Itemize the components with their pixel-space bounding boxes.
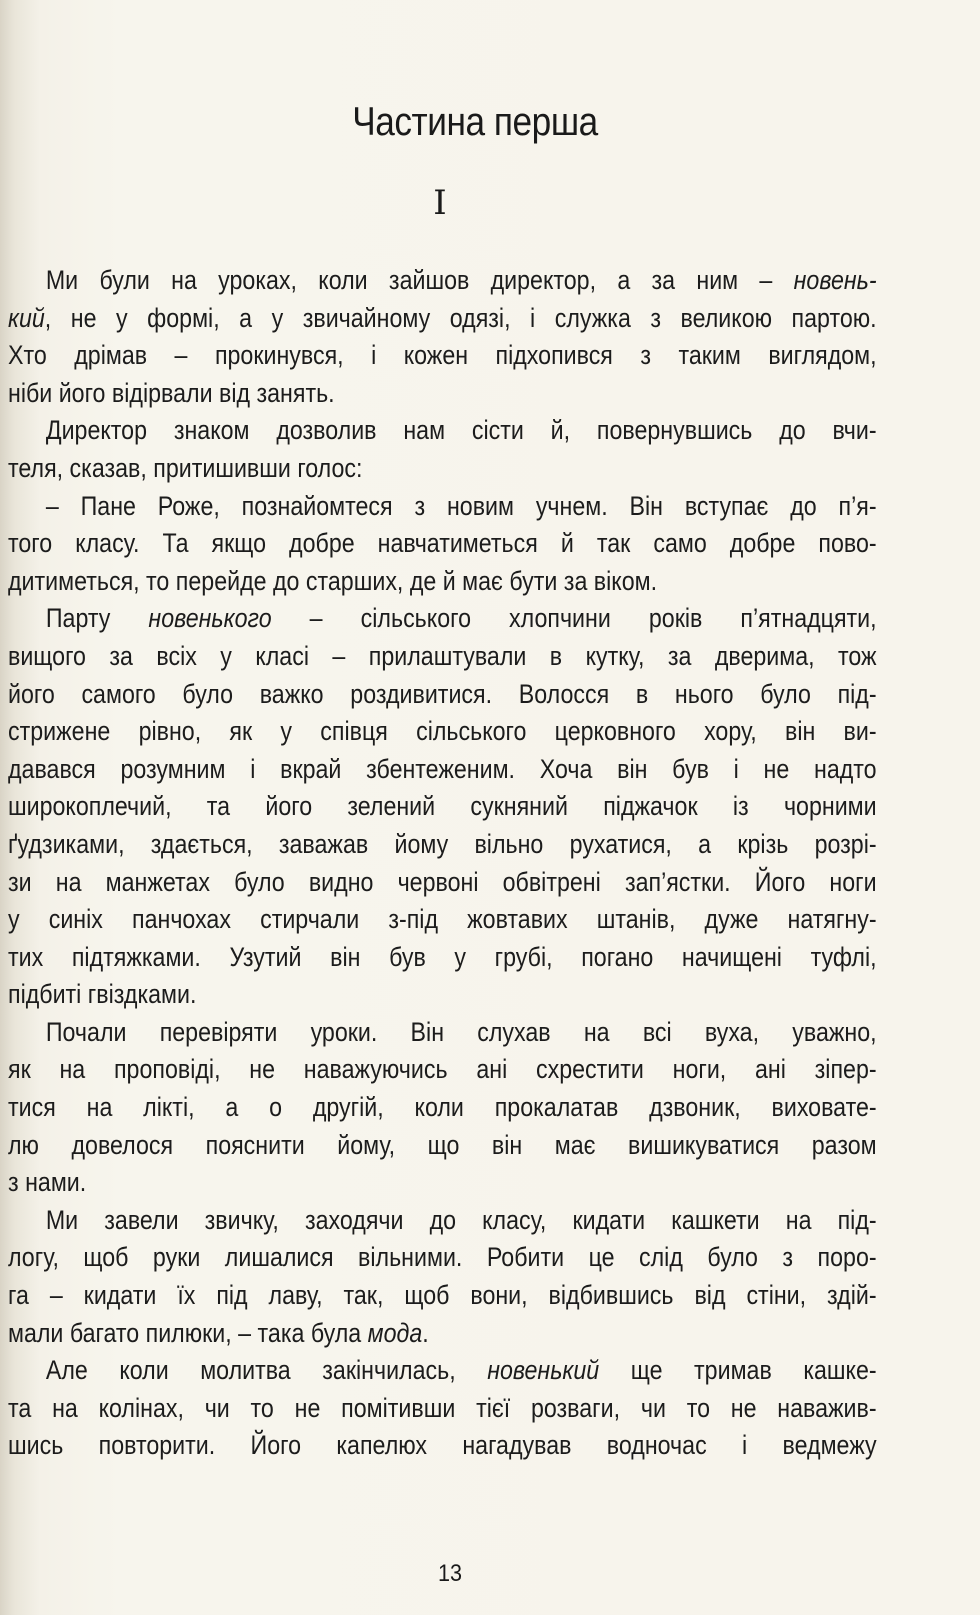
text-line <box>8 450 877 488</box>
text-segment: як на проповіді, не наважуючись ані схрестити ноги, ані зіпер- <box>8 1054 877 1085</box>
text-segment: Ми були на уроках, коли зайшов директор, а за ним – <box>45 265 794 295</box>
text-segment: . <box>422 1317 429 1348</box>
body-text <box>8 262 878 1465</box>
text-segment: зи на манжетах було видно червоні обвітрені зап’ястки. Його ноги <box>8 866 877 897</box>
text-line <box>8 1014 877 1052</box>
text-segment: та на колінах, чи то не помітивши тієї розваги, чи то не наважив- <box>8 1392 877 1423</box>
text-line <box>8 1390 877 1428</box>
text-segment: Хто дрімав – прокинувся, і кожен підхопився з таким виглядом, <box>8 340 877 371</box>
text-line <box>8 1202 877 1240</box>
italic-text: кий <box>8 302 45 333</box>
text-segment: вищого за всіх у класі – прилаштували в кутку, за дверима, тож <box>8 640 877 671</box>
text-segment: ще тримав кашке- <box>599 1355 877 1386</box>
text-line <box>8 826 877 864</box>
text-segment: логу, щоб руки лишалися вільними. Робити це слід було з поро- <box>8 1242 877 1273</box>
text-segment: дитиметься, то перейде до старших, де й має бути за віком. <box>8 565 658 596</box>
text-segment: тих підтяжками. Узутий він був у грубі, погано начищені туфлі, <box>8 941 877 972</box>
text-line <box>8 638 877 676</box>
text-segment: шись повторити. Його капелюх нагадував водночас і ведмежу <box>8 1430 877 1461</box>
text-line <box>8 412 877 450</box>
text-line <box>8 1277 877 1315</box>
italic-text: новенький <box>487 1355 600 1386</box>
text-line <box>8 676 877 714</box>
text-segment: теля, сказав, притишивши голос: <box>8 452 363 483</box>
italic-text: мода <box>367 1317 423 1348</box>
text-segment: у синіх панчохах стирчали з-під жовтавих штанів, дуже натягну- <box>8 904 877 935</box>
text-line <box>8 300 877 338</box>
text-segment: лю довелося пояснити йому, що він має вишикуватися разом <box>8 1129 877 1160</box>
text-line <box>8 262 877 300</box>
text-segment: мали багато пилюки, – така була <box>8 1317 368 1348</box>
text-segment: того класу. Та якщо добре навчатиметься й так само добре пово- <box>8 528 877 559</box>
text-segment: ніби його відірвали від занять. <box>8 377 335 408</box>
text-segment: його самого було важко роздивитися. Волосся в нього було під- <box>8 678 877 709</box>
text-line <box>8 600 877 638</box>
text-line <box>8 1089 877 1127</box>
text-line <box>8 1315 877 1353</box>
text-line <box>8 751 877 789</box>
text-segment: Почали перевіряти уроки. Він слухав на всі вуха, уважно, <box>45 1016 877 1047</box>
text-line <box>8 1352 877 1390</box>
text-segment: давався розумним і вкрай збентеженим. Хоча він був і не надто <box>8 753 877 784</box>
text-line <box>8 901 877 939</box>
text-segment: з нами. <box>8 1167 87 1198</box>
text-segment: Директор знаком дозволив нам сісти й, повернувшись до вчи- <box>45 415 877 446</box>
text-line <box>8 976 877 1014</box>
text-segment: , не у формі, а у звичайному одязі, і служка з великою партою. <box>44 302 877 333</box>
text-segment: Ми завели звичку, заходячи до класу, кидати кашкети на під- <box>45 1204 877 1235</box>
text-segment: – Пане Роже, познайомтеся з новим учнем. Він вступає до п’я- <box>45 490 877 521</box>
page-number: 13 <box>437 1560 463 1587</box>
italic-text: новенького <box>148 603 272 634</box>
text-line <box>8 1051 877 1089</box>
text-segment: ґудзиками, здається, заважав йому вільно рухатися, а крізь розрі- <box>8 828 877 859</box>
text-line <box>8 864 877 902</box>
italic-text: новень- <box>793 265 877 295</box>
chapter-number: I <box>433 183 447 223</box>
text-segment: тися на лікті, а о другій, коли прокалатав дзвоник, виховате- <box>8 1092 877 1123</box>
text-line <box>8 1164 877 1202</box>
text-segment: підбиті гвіздками. <box>8 979 197 1010</box>
text-line <box>8 375 877 413</box>
text-line <box>8 488 877 526</box>
text-line <box>8 788 877 826</box>
text-segment: стрижене рівно, як у співця сільського церковного хору, він ви- <box>8 716 877 747</box>
text-line <box>8 1239 877 1277</box>
text-line <box>8 713 877 751</box>
text-segment: Парту <box>45 603 149 634</box>
text-line <box>8 1427 877 1465</box>
text-segment: га – кидати їх під лаву, так, щоб вони, відбившись від стіни, здій- <box>8 1280 877 1311</box>
text-segment: Але коли молитва закінчилась, <box>45 1355 488 1386</box>
text-segment: широкоплечий, та його зелений сукняний піджачок із чорними <box>8 791 877 822</box>
text-line <box>8 1127 877 1165</box>
text-line <box>8 563 877 601</box>
text-line <box>8 939 877 977</box>
text-line <box>8 525 877 563</box>
part-title: Частина перша <box>352 100 598 144</box>
text-segment: – сільського хлопчини років п’ятнадцяти, <box>271 603 877 634</box>
text-line <box>8 337 877 375</box>
